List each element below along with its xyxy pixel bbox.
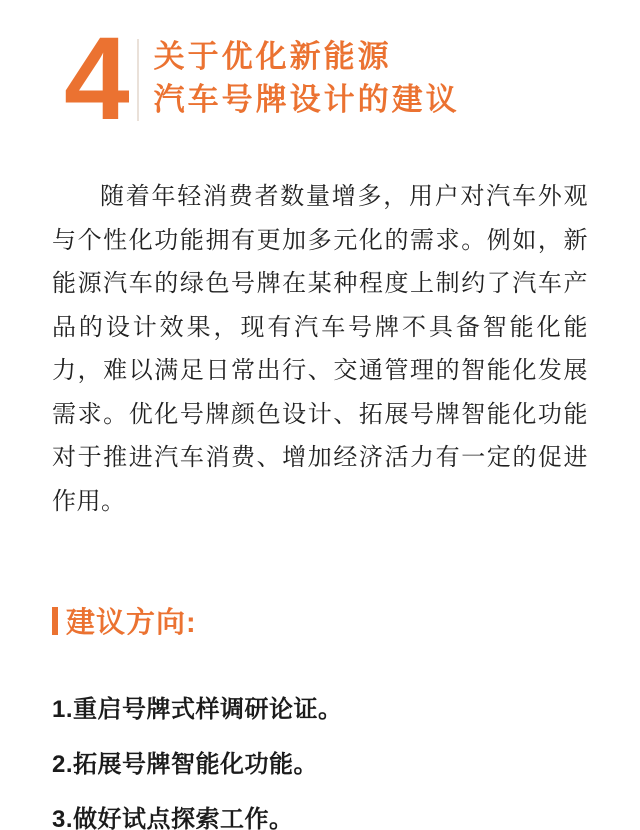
suggestions-list: [52, 697, 588, 830]
page-title-line1: 关于优化新能源: [153, 39, 392, 74]
body-paragraph: 随着年轻消费者数量增多，用户对汽车外观与个性化功能拥有更加多元化的需求。例如，新能源汽车的绿色号牌在某种程度上制约了汽车产品的设计效果，现有汽车号牌不具备智能化能力，难以满足日常出行、交通管理的智能化发展需求。优化号牌颜色设计、拓展号牌智能化功能对于推进汽车消费、增加经济活力有一定的促进作用。: [52, 183, 588, 515]
suggestions-header: [52, 600, 640, 641]
section-header: [0, 0, 640, 145]
suggestions-title: 建议方向:: [66, 607, 197, 639]
vertical-divider: [137, 39, 139, 121]
section-number: 4: [64, 13, 126, 145]
page-title: [154, 33, 460, 121]
page-title-line2: 汽车号牌设计的建议: [153, 82, 460, 117]
list-item: 1.重启号牌式样调研论证。: [52, 696, 343, 723]
accent-bar: [52, 607, 58, 635]
list-item: 2.拓展号牌智能化功能。: [52, 751, 319, 778]
list-item: 3.做好试点探索工作。: [52, 806, 294, 830]
